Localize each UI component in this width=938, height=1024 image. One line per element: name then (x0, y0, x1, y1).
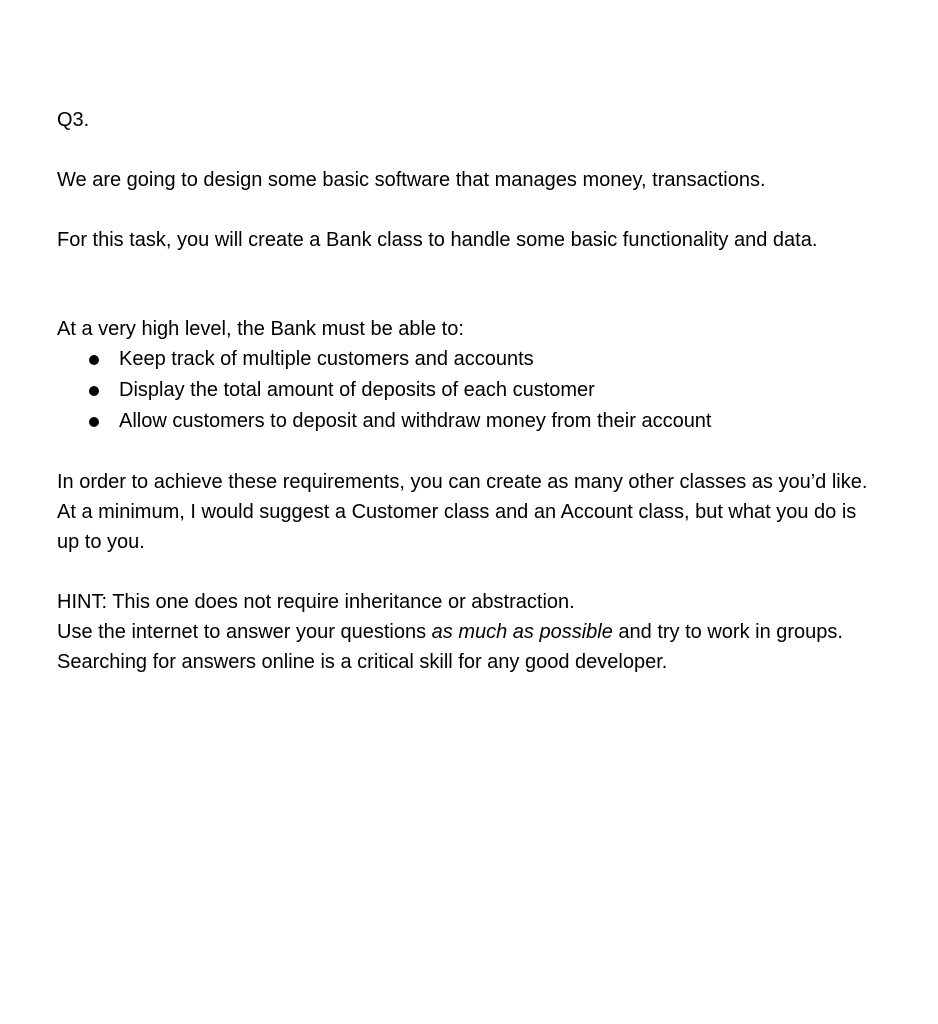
hint-line: HINT: This one does not require inheritance or abstraction. (57, 591, 575, 613)
bullet-icon (89, 355, 99, 365)
bullet-icon (89, 417, 99, 427)
task-paragraph: For this task, you will create a Bank class to handle some basic functionality and data. (57, 229, 818, 251)
requirement-item (57, 406, 712, 437)
advice-text-after: and try to work in groups. Searching for answers online is a critical skill for any good developer. (57, 621, 843, 673)
requirement-text: Keep track of multiple customers and accounts (119, 348, 534, 370)
advice-text-before: Use the internet to answer your questions (57, 621, 432, 643)
advice-paragraph (57, 617, 872, 677)
classes-note-paragraph: In order to achieve these requirements, you can create as many other classes as you’d like. At a minimum, I would suggest a Customer class and an Account class, but what you do is up to you. (57, 471, 868, 553)
requirement-text: Allow customers to deposit and withdraw money from their account (119, 410, 712, 432)
requirement-text: Display the total amount of deposits of each customer (119, 379, 595, 401)
intro-paragraph: We are going to design some basic software that manages money, transactions. (57, 169, 766, 191)
requirements-list (57, 344, 712, 437)
requirement-item (57, 375, 712, 406)
question-label: Q3. (57, 109, 90, 131)
bullet-icon (89, 386, 99, 396)
requirement-item (57, 344, 712, 375)
advice-emphasis: as much as possible (431, 621, 613, 643)
requirements-heading: At a very high level, the Bank must be able to: (57, 318, 464, 340)
